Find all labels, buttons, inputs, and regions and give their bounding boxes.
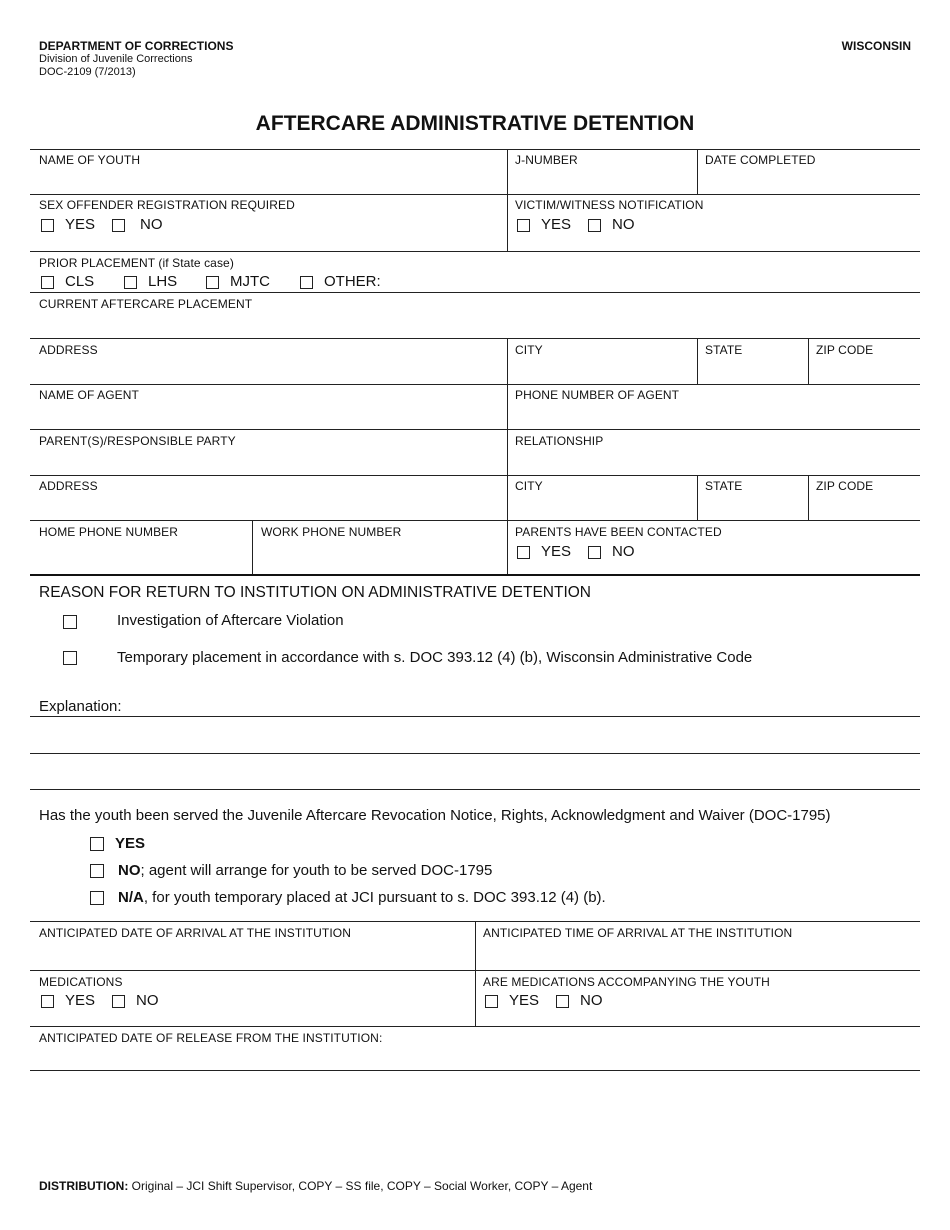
parent-zip-field[interactable] bbox=[809, 494, 919, 519]
other-checkbox[interactable] bbox=[300, 276, 313, 289]
parent-address-label: ADDRESS bbox=[39, 479, 98, 493]
divider bbox=[30, 338, 920, 339]
parent-address-field[interactable] bbox=[31, 494, 506, 519]
divider bbox=[30, 149, 920, 150]
phone-agent-label: PHONE NUMBER OF AGENT bbox=[515, 388, 680, 402]
zip-code-field[interactable] bbox=[809, 358, 919, 383]
distribution-line bbox=[39, 1179, 592, 1193]
city-field[interactable] bbox=[508, 358, 696, 383]
meds-accompany-no-checkbox[interactable] bbox=[556, 995, 569, 1008]
date-completed-field[interactable] bbox=[698, 168, 919, 193]
divider bbox=[30, 429, 920, 430]
no-option-label: NO bbox=[580, 992, 603, 1009]
divider bbox=[30, 1070, 920, 1071]
j-number-field[interactable] bbox=[508, 168, 696, 193]
arrival-time-field[interactable] bbox=[476, 941, 919, 969]
explanation-label: Explanation: bbox=[39, 698, 122, 715]
served-yes-label: YES bbox=[115, 835, 146, 852]
divider bbox=[30, 251, 920, 252]
name-of-agent-field[interactable] bbox=[31, 403, 506, 428]
divider bbox=[30, 475, 920, 476]
investigation-checkbox[interactable] bbox=[63, 615, 77, 629]
served-na-bold: N/A bbox=[118, 889, 144, 906]
state-field[interactable] bbox=[698, 358, 807, 383]
division-name: Division of Juvenile Corrections bbox=[39, 53, 193, 65]
arrival-date-field[interactable] bbox=[31, 941, 474, 969]
distribution-text: Original – JCI Shift Supervisor, COPY – SS file, COPY – Social Worker, COPY – Agent bbox=[128, 1179, 593, 1193]
phone-agent-field[interactable] bbox=[508, 403, 919, 428]
divider bbox=[30, 1026, 920, 1027]
other-option-label: OTHER: bbox=[324, 273, 381, 290]
yes-option-label: YES bbox=[509, 992, 540, 1009]
current-placement-label: CURRENT AFTERCARE PLACEMENT bbox=[39, 297, 253, 311]
release-date-label: ANTICIPATED DATE OF RELEASE FROM THE INSTITUTION: bbox=[39, 1031, 383, 1045]
served-no-label bbox=[118, 862, 492, 879]
medications-no-checkbox[interactable] bbox=[112, 995, 125, 1008]
victim-notification-yes-checkbox[interactable] bbox=[517, 219, 530, 232]
parent-label: PARENT(S)/RESPONSIBLE PARTY bbox=[39, 434, 236, 448]
served-no-text: ; agent will arrange for youth to be served DOC-1795 bbox=[140, 862, 493, 879]
yes-option-label: YES bbox=[541, 543, 572, 560]
home-phone-label: HOME PHONE NUMBER bbox=[39, 525, 179, 539]
divider bbox=[30, 384, 920, 385]
state-label: STATE bbox=[705, 343, 743, 357]
explanation-field-1[interactable] bbox=[128, 696, 918, 716]
work-phone-field[interactable] bbox=[253, 540, 506, 573]
current-placement-field[interactable] bbox=[31, 312, 919, 337]
divider bbox=[30, 292, 920, 293]
divider bbox=[30, 194, 920, 195]
served-question: Has the youth been served the Juvenile Aftercare Revocation Notice, Rights, Acknowledgment and Waiver (DOC-1795) bbox=[39, 807, 831, 824]
explanation-line bbox=[30, 753, 920, 754]
parent-city-label: CITY bbox=[515, 479, 543, 493]
served-no-checkbox[interactable] bbox=[90, 864, 104, 878]
relationship-label: RELATIONSHIP bbox=[515, 434, 604, 448]
explanation-field-2[interactable] bbox=[31, 720, 919, 752]
parent-city-field[interactable] bbox=[508, 494, 696, 519]
parent-state-field[interactable] bbox=[698, 494, 807, 519]
name-of-youth-field[interactable] bbox=[31, 168, 506, 193]
parents-contacted-yes-checkbox[interactable] bbox=[517, 546, 530, 559]
meds-accompany-label: ARE MEDICATIONS ACCOMPANYING THE YOUTH bbox=[483, 975, 770, 989]
prior-placement-label: PRIOR PLACEMENT (if State case) bbox=[39, 256, 234, 270]
reason-heading: REASON FOR RETURN TO INSTITUTION ON ADMINISTRATIVE DETENTION bbox=[39, 584, 592, 601]
explanation-line bbox=[30, 716, 920, 717]
medications-yes-checkbox[interactable] bbox=[41, 995, 54, 1008]
arrival-time-label: ANTICIPATED TIME OF ARRIVAL AT THE INSTITUTION bbox=[483, 926, 793, 940]
yes-option-label: YES bbox=[541, 216, 572, 233]
arrival-date-label: ANTICIPATED DATE OF ARRIVAL AT THE INSTITUTION bbox=[39, 926, 351, 940]
explanation-line bbox=[30, 789, 920, 790]
date-completed-label: DATE COMPLETED bbox=[705, 153, 816, 167]
divider bbox=[30, 574, 920, 576]
explanation-field-3[interactable] bbox=[31, 756, 919, 788]
parents-contacted-label: PARENTS HAVE BEEN CONTACTED bbox=[515, 525, 722, 539]
name-of-youth-label: NAME OF YOUTH bbox=[39, 153, 141, 167]
home-phone-field[interactable] bbox=[31, 540, 251, 573]
parent-state-label: STATE bbox=[705, 479, 743, 493]
relationship-field[interactable] bbox=[508, 449, 919, 474]
temporary-placement-option-label: Temporary placement in accordance with s. DOC 393.12 (4) (b), Wisconsin Administrative Code bbox=[117, 649, 753, 666]
sex-offender-no-checkbox[interactable] bbox=[112, 219, 125, 232]
divider bbox=[475, 921, 476, 1026]
meds-accompany-yes-checkbox[interactable] bbox=[485, 995, 498, 1008]
divider bbox=[30, 520, 920, 521]
lhs-checkbox[interactable] bbox=[124, 276, 137, 289]
yes-option-label: YES bbox=[65, 216, 96, 233]
parent-field[interactable] bbox=[31, 449, 506, 474]
served-na-text: , for youth temporary placed at JCI pursuant to s. DOC 393.12 (4) (b). bbox=[143, 889, 606, 906]
zip-code-label: ZIP CODE bbox=[816, 343, 874, 357]
j-number-label: J-NUMBER bbox=[515, 153, 578, 167]
parent-zip-label: ZIP CODE bbox=[816, 479, 874, 493]
city-label: CITY bbox=[515, 343, 543, 357]
mjtc-checkbox[interactable] bbox=[206, 276, 219, 289]
name-of-agent-label: NAME OF AGENT bbox=[39, 388, 139, 402]
form-number: DOC-2109 (7/2013) bbox=[39, 66, 136, 78]
parents-contacted-no-checkbox[interactable] bbox=[588, 546, 601, 559]
temporary-placement-checkbox[interactable] bbox=[63, 651, 77, 665]
sex-offender-label: SEX OFFENDER REGISTRATION REQUIRED bbox=[39, 198, 295, 212]
served-na-checkbox[interactable] bbox=[90, 891, 104, 905]
no-option-label: NO bbox=[612, 543, 635, 560]
investigation-option-label: Investigation of Aftercare Violation bbox=[117, 612, 344, 629]
served-no-bold: NO bbox=[118, 862, 141, 879]
sex-offender-yes-checkbox[interactable] bbox=[41, 219, 54, 232]
served-yes-checkbox[interactable] bbox=[90, 837, 104, 851]
no-option-label: NO bbox=[612, 216, 635, 233]
cls-checkbox[interactable] bbox=[41, 276, 54, 289]
victim-notification-no-checkbox[interactable] bbox=[588, 219, 601, 232]
served-na-label bbox=[118, 889, 606, 906]
form-title: AFTERCARE ADMINISTRATIVE DETENTION bbox=[255, 112, 695, 135]
victim-notification-label: VICTIM/WITNESS NOTIFICATION bbox=[515, 198, 704, 212]
distribution-label: DISTRIBUTION: bbox=[39, 1179, 129, 1193]
address-field[interactable] bbox=[31, 358, 506, 383]
no-option-label: NO bbox=[136, 992, 159, 1009]
yes-option-label: YES bbox=[65, 992, 96, 1009]
work-phone-label: WORK PHONE NUMBER bbox=[261, 525, 402, 539]
mjtc-option-label: MJTC bbox=[230, 273, 270, 290]
lhs-option-label: LHS bbox=[148, 273, 178, 290]
department-name: DEPARTMENT OF CORRECTIONS bbox=[39, 39, 234, 53]
divider bbox=[507, 149, 508, 251]
cls-option-label: CLS bbox=[65, 273, 95, 290]
no-option-label: NO bbox=[140, 216, 163, 233]
medications-label: MEDICATIONS bbox=[39, 975, 123, 989]
release-date-field[interactable] bbox=[31, 1046, 919, 1069]
address-label: ADDRESS bbox=[39, 343, 98, 357]
state-name: WISCONSIN bbox=[841, 39, 911, 53]
